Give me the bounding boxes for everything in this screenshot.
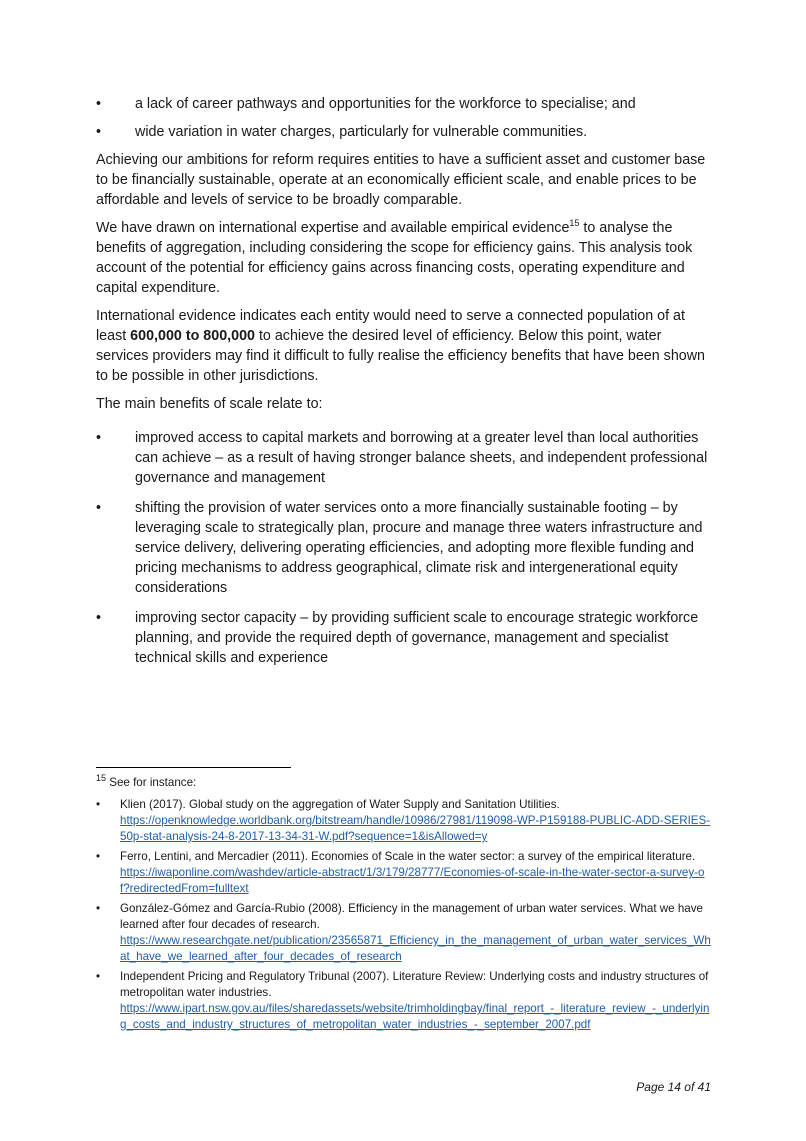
bullet-icon: • [96, 798, 101, 811]
bullet-text: shifting the provision of water services onto a more financially sustainable footing – by leveraging scale to strategically plan, procure and manage three waters infrastructure and service delivery, delivering operating efficiencies, and adopting more flexible funding and pricing mechanisms to address geographical, climate risk and intergenerational equity considerations [135, 500, 703, 596]
list-item [96, 608, 712, 668]
bullet-icon: • [96, 500, 102, 516]
bullet-icon: • [96, 96, 102, 112]
document-body [96, 94, 712, 678]
footnote-divider [96, 767, 291, 768]
list-item [96, 122, 712, 142]
footnote-item [96, 797, 712, 845]
page-number: Page 14 of 41 [636, 1080, 711, 1094]
bullet-text: improved access to capital markets and borrowing at a greater level than local authorities can achieve – as a result of having stronger balance sheets, and independent professional governance and management [135, 430, 708, 486]
footnote-item [96, 901, 712, 965]
paragraph-reform: Achieving our ambitions for reform requires entities to have a sufficient asset and customer base to be financially sustainable, operate at an economically efficient scale, and enable prices to be affordable and levels of service to be broadly comparable. [96, 152, 706, 208]
footnote-link[interactable]: https://openknowledge.worldbank.org/bitstream/handle/10986/27981/119098-WP-P159188-PUBLIC-ADD-SERIES-50p-stat-analysis-24-8-2017-13-34-31-W.pdf?sequence=1&isAllowed=y [120, 814, 711, 843]
footnote-citation: Klien (2017). Global study on the aggregation of Water Supply and Sanitation Utilities. [120, 798, 560, 811]
list-item [96, 428, 712, 488]
footnote-citation: González-Gómez and García-Rubio (2008). Efficiency in the management of urban water services. What we have learned after four decades of research. [120, 902, 703, 931]
bullet-icon: • [96, 124, 102, 140]
footnotes [96, 775, 712, 1037]
footnote-item [96, 849, 712, 897]
bullet-icon: • [96, 610, 102, 626]
footnote-link[interactable]: https://iwaponline.com/washdev/article-abstract/1/3/179/28777/Economies-of-scale-in-the-water-sector-a-survey-of?redirectedFrom=fulltext [120, 866, 705, 895]
benefits-list [96, 428, 712, 668]
paragraph-evidence: We have drawn on international expertise and available empirical evidence$^{15}$ to analyse the benefits of aggregation, including considering the scope for efficiency gains. This analysis took account of the potential for efficiency gains across financing costs, operating expenditure and capital expenditure. [96, 218, 693, 296]
population-range: 600,000 to 800,000 [130, 328, 255, 344]
footnote-intro: $^{15}$ See for instance: [96, 773, 197, 789]
bullet-icon: • [96, 970, 101, 983]
bullet-icon: • [96, 430, 102, 446]
list-item [96, 498, 712, 598]
bullet-text: wide variation in water charges, particularly for vulnerable communities. [135, 124, 588, 140]
footnote-link[interactable]: https://www.ipart.nsw.gov.au/files/sharedassets/website/trimholdingbay/final_report_-_literature_review_-_underlying_costs_and_industry_structures_of_metropolitan_water_industries_-_september_2007.pdf [120, 1002, 710, 1031]
footnote-number: 15 [96, 773, 107, 784]
footnote-citation: Independent Pricing and Regulatory Tribunal (2007). Literature Review: Underlying costs and industry structures of metropolitan water industries. [120, 970, 709, 999]
bullet-icon: • [96, 850, 101, 863]
list-item [96, 94, 712, 114]
bullet-text: a lack of career pathways and opportunities for the workforce to specialise; and [135, 96, 636, 112]
paragraph-international: International evidence indicates each entity would need to serve a connected population of at least 600,000 to 800,000 to achieve the desired level of efficiency. Below this point, water services providers may find it difficult to fully realise the efficiency benefits that have been shown to be possible in other jurisdictions. [96, 308, 705, 384]
bullet-text: improving sector capacity – by providing sufficient scale to encourage strategic workforce planning, and provide the required depth of governance, management and specialist technical skills and experience [135, 610, 699, 666]
footnote-item [96, 969, 712, 1033]
paragraph-benefits-intro: The main benefits of scale relate to: [96, 396, 323, 412]
bullet-icon: • [96, 902, 101, 915]
footnote-link[interactable]: https://www.researchgate.net/publication/23565871_Efficiency_in_the_management_of_urban_water_services_What_have_we_learned_after_four_decades_of_research [120, 934, 711, 963]
footnote-citation: Ferro, Lentini, and Mercadier (2011). Economies of Scale in the water sector: a survey of the empirical literature. [120, 850, 696, 863]
footnote-reference[interactable]: 15 [569, 218, 580, 229]
